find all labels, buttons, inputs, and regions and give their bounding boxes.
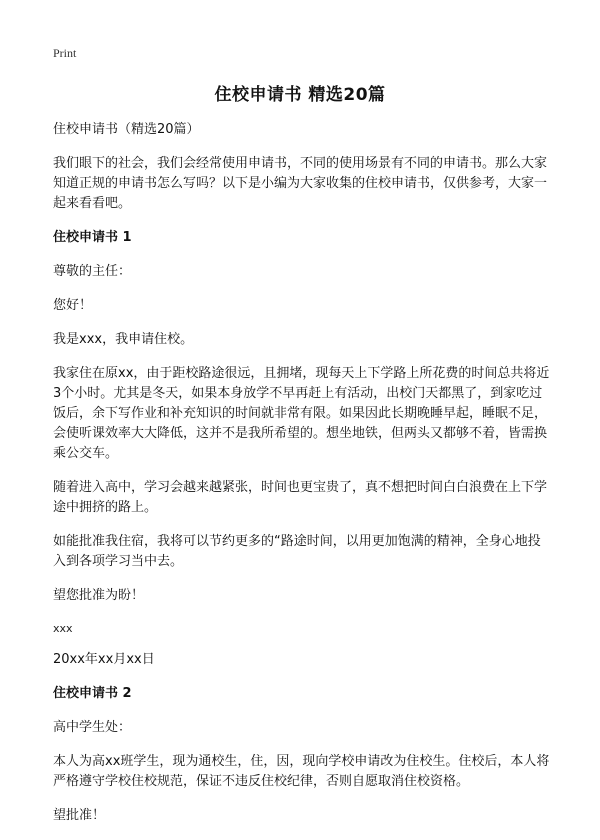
closing: 望批准！ bbox=[53, 808, 106, 823]
paragraph: 本人为高xx班学生，现为通校生，住，因，现向学校申请改为住校生。住校后，本人将严格遵守学校住校规范，保证不违反住校纪律，否则自愿取消住校资格。 bbox=[53, 754, 550, 789]
closing: 望您批准为盼！ bbox=[53, 588, 145, 603]
signature: xxx bbox=[53, 622, 73, 635]
print-label: Print bbox=[53, 46, 77, 60]
greeting: 您好！ bbox=[53, 298, 93, 313]
salutation: 高中学生处： bbox=[53, 720, 132, 735]
document-subtitle: 住校申请书（精选20篇） bbox=[53, 122, 200, 137]
document-body bbox=[53, 120, 553, 840]
salutation: 尊敬的主任： bbox=[53, 264, 132, 279]
date: 20xx年xx月xx日 bbox=[53, 652, 155, 667]
intro-paragraph: 我们眼下的社会，我们会经常使用申请书，不同的使用场景有不同的申请书。那么大家知道正规的申请书怎么写吗？以下是小编为大家收集的住校申请书，仅供参考，大家一起来看看吧。 bbox=[53, 156, 548, 211]
section-heading-1: 住校申请书 1 bbox=[53, 230, 132, 245]
page-title: 住校申请书 精选20篇 bbox=[214, 85, 386, 105]
section-heading-2: 住校申请书 2 bbox=[53, 686, 132, 701]
paragraph: 我家住在原xx，由于距校路途很远，且拥堵，现每天上下学路上所花费的时间总共将近3个小时。尤其是冬天，如果本身放学不早再赶上有活动，出校门天都黑了，到家吃过饭后，余下写作业和补充知识的时间就非常有限。如果因此长期晚睡早起，睡眠不足，会使听课效率大大降低，这并不是我所希望的。想坐地铁，但两头又都够不着，皆需换乘公交车。 bbox=[53, 366, 550, 461]
paragraph: 我是xxx，我申请住校。 bbox=[53, 332, 194, 347]
paragraph: 如能批准我住宿，我将可以节约更多的“路途时间，以用更加饱满的精神，全身心地投入到各项学习当中去。 bbox=[53, 534, 541, 569]
paragraph: 随着进入高中，学习会越来越紧张，时间也更宝贵了，真不想把时间白白浪费在上下学途中拥挤的路上。 bbox=[53, 480, 548, 515]
